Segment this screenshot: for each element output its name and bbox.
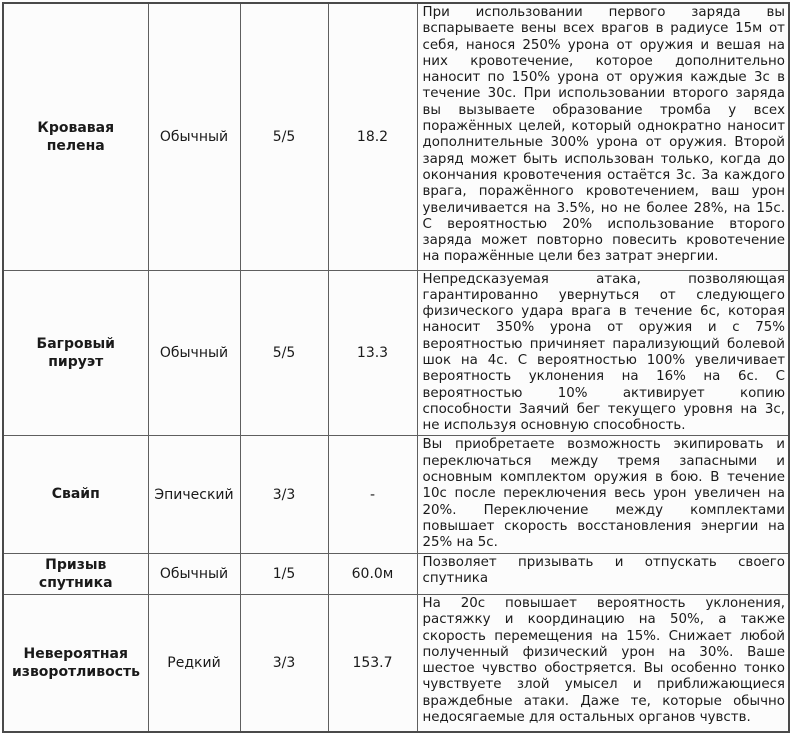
- abilities-table-body: [3, 3, 789, 732]
- ability-description-cell: Позволяет призывать и отпускать своего спутника: [417, 553, 789, 594]
- table-row: [3, 436, 789, 553]
- ability-level-cell: 1/5: [240, 553, 328, 594]
- ability-rarity-cell: Эпический: [148, 436, 240, 553]
- ability-name-cell: Невероятная изворотливость: [3, 594, 148, 732]
- ability-stat-cell: 18.2: [328, 3, 417, 270]
- ability-level-cell: 3/3: [240, 594, 328, 732]
- ability-rarity-cell: Обычный: [148, 270, 240, 436]
- ability-stat-cell: -: [328, 436, 417, 553]
- ability-stat-cell: 60.0м: [328, 553, 417, 594]
- ability-name-cell: Свайп: [3, 436, 148, 553]
- ability-rarity-cell: Обычный: [148, 553, 240, 594]
- ability-level-cell: 5/5: [240, 3, 328, 270]
- abilities-table: [2, 2, 790, 733]
- ability-description-cell: На 20с повышает вероятность уклонения, растяжку и координацию на 50%, а также скорость перемещения на 15%. Снижает любой полученный физический урон на 30%. Ваше шестое чувство обостряется. Вы особенно тонко чувствуете злой умысел и приближающиеся враждебные атаки. Даже те, которые обычно недосягаемые для остальных органов чувств.: [417, 594, 789, 732]
- ability-level-cell: 5/5: [240, 270, 328, 436]
- ability-rarity-cell: Обычный: [148, 3, 240, 270]
- ability-name-cell: Багровый пируэт: [3, 270, 148, 436]
- table-row: [3, 594, 789, 732]
- ability-rarity-cell: Редкий: [148, 594, 240, 732]
- table-row: [3, 270, 789, 436]
- ability-description-cell: Вы приобретаете возможность экипировать и переключаться между тремя запасными и основным комплектом оружия в бою. В течение 10с после переключения весь урон увеличен на 20%. Переключение между комплектами повышает скорость восстановления энергии на 25% на 5с.: [417, 436, 789, 553]
- table-row: [3, 3, 789, 270]
- ability-stat-cell: 13.3: [328, 270, 417, 436]
- ability-stat-cell: 153.7: [328, 594, 417, 732]
- table-row: [3, 553, 789, 594]
- ability-name-cell: Призыв спутника: [3, 553, 148, 594]
- ability-description-cell: Непредсказуемая атака, позволяющая гарантированно увернуться от следующего физического удара врага в течение 6с, которая наносит 350% урона от оружия и с 75% вероятностью причиняет парализующий болевой шок на 4с. С вероятностью 100% увеличивает вероятность уклонения на 16% на 6с. С вероятностью 10% активирует копию способности Заячий бег текущего уровня на 3с, не используя основную способность.: [417, 270, 789, 436]
- ability-description-cell: При использовании первого заряда вы вспарываете вены всех врагов в радиусе 15м от себя, нанося 250% урона от оружия и вешая на них кровотечение, которое дополнительно наносит по 150% урона от оружия каждые 3с в течение 30с. При использовании второго заряда вы вызываете образование тромба у всех поражённых целей, который однократно наносит дополнительные 300% урона от оружия. Второй заряд может быть использован только, когда до окончания кровотечения остаётся 3с. За каждого врага, поражённого кровотечением, ваш урон увеличивается на 3.5%, но не более 28%, на 15с. С вероятностью 20% использование второго заряда может повторно повесить кровотечение на поражённые цели без затрат энергии.: [417, 3, 789, 270]
- ability-level-cell: 3/3: [240, 436, 328, 553]
- ability-name-cell: Кровавая пелена: [3, 3, 148, 270]
